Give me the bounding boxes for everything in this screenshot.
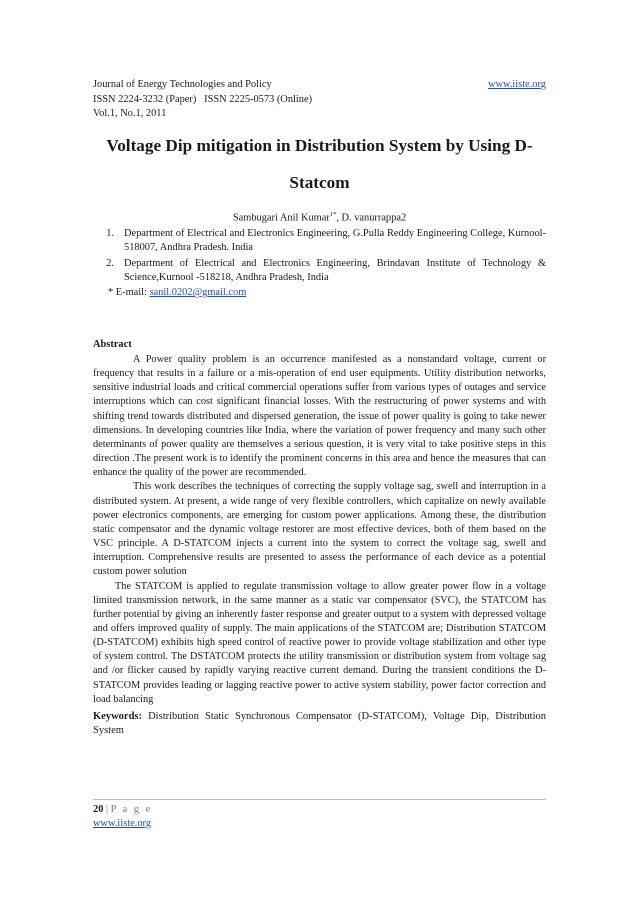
author-list [93, 208, 546, 225]
page-separator: | [103, 804, 111, 815]
footer-divider [93, 799, 546, 800]
affiliation-text: Department of Electrical and Electronics Engineering, G.Pulla Reddy Engineering College, Kurnool-518007, Andhra Pradesh. India [124, 228, 546, 254]
page-number: 20 [93, 804, 104, 815]
email-label: * E-mail: [108, 287, 150, 299]
keywords [93, 710, 546, 738]
journal-volume: Vol.1, No.1, 2011 [93, 108, 167, 119]
journal-issn: ISSN 2224-3232 (Paper) ISSN 2225-0573 (Online) [93, 93, 313, 105]
keywords-label: Keywords: [93, 710, 142, 722]
footer-site-link[interactable]: www.iiste.org [93, 818, 152, 829]
affiliation-item [93, 257, 546, 286]
journal-site-link[interactable]: www.iiste.org [487, 79, 546, 90]
paper-title [93, 127, 546, 201]
keywords-text: Distribution Static Synchronous Compensator (D-STATCOM), Voltage Dip, Distribution System [93, 710, 546, 737]
affiliation-number: 1. [106, 228, 114, 239]
paper-title-line-2: Statcom [289, 173, 350, 192]
author-2: , D. vanurrappa2 [336, 212, 407, 224]
affiliation-item [93, 227, 546, 256]
contact-email [93, 286, 546, 300]
author-1: Sambugari Anil Kumar [232, 212, 330, 224]
page-footer [93, 803, 152, 831]
abstract-paragraph-3: The STATCOM is applied to regulate transmission voltage to allow greater power flow in a voltage limited transmission network, in the same manner as a static var compensator (SVC), the STATCOM has further potential by giving an inherently faster response and greater output to a system with depressed voltage and offers improved quality of supply. The main applications of the STATCOM are; Distribution STATCOM (D-STATCOM) exhibits high speed control of reactive power to provide voltage stabilization and other type of system control. The DSTATCOM protects the utility transmission or distribution system from voltage sag and /or flicker caused by rapidly varying reactive current demand. During the transient conditions the D-STATCOM provides leading or lagging reactive power to active system stability, power factor correction and load balancing [93, 580, 546, 705]
abstract-paragraph-1: A Power quality problem is an occurrence manifested as a nonstandard voltage, current or frequency that results in a failure or a mis-operation of end user equipments. Utility distribution networks, sensitive industrial loads and critical commercial operations suffer from various types of outages and service interruptions which can cost significant financial losses. With the restructuring of power systems and with shifting trend towards distributed and dispersed generation, the issue of power quality is going to take newer dimensions. In developing countries like India, where the variation of power frequency and many such other determinants of power quality are themselves a serious question, it is very vital to take positive steps in this direction .The present work is to identify the prominent concerns in this area and hence the measures that can enhance the quality of the power are recommended. [93, 354, 546, 479]
paper-title-line-1: Voltage Dip mitigation in Distribution System by Using D- [106, 136, 533, 155]
author-1-marker: 1* [329, 211, 337, 218]
abstract-paragraph-2: This work describes the techniques of correcting the supply voltage sag, swell and interruption in a distributed system. At present, a wide range of very flexible controllers, which capitalize on newly available power electronics components, are emerging for custom power applications. Among these, the distribution static compensator and the dynamic voltage restorer are most effective devices, both of them based on the VSC principle. A D-STATCOM injects a current into the system to correct the voltage sag, swell and interruption. Comprehensive results are presented to assess the performance of each device as a potential custom power solution [93, 481, 546, 578]
abstract-heading: Abstract [93, 339, 132, 350]
affiliation-text: Department of Electrical and Electronics Engineering, Brindavan Institute of Technology & Science,Kurnool -518218, Andhra Pradesh, India [124, 257, 546, 283]
email-link[interactable]: sanil.0202@gmail.com [149, 287, 247, 299]
affiliations [93, 227, 546, 300]
page-word: P a g e [110, 804, 153, 815]
affiliation-number: 2. [106, 257, 114, 269]
abstract-body [93, 353, 546, 738]
journal-name: Journal of Energy Technologies and Policy [93, 79, 272, 90]
journal-header [93, 78, 546, 122]
